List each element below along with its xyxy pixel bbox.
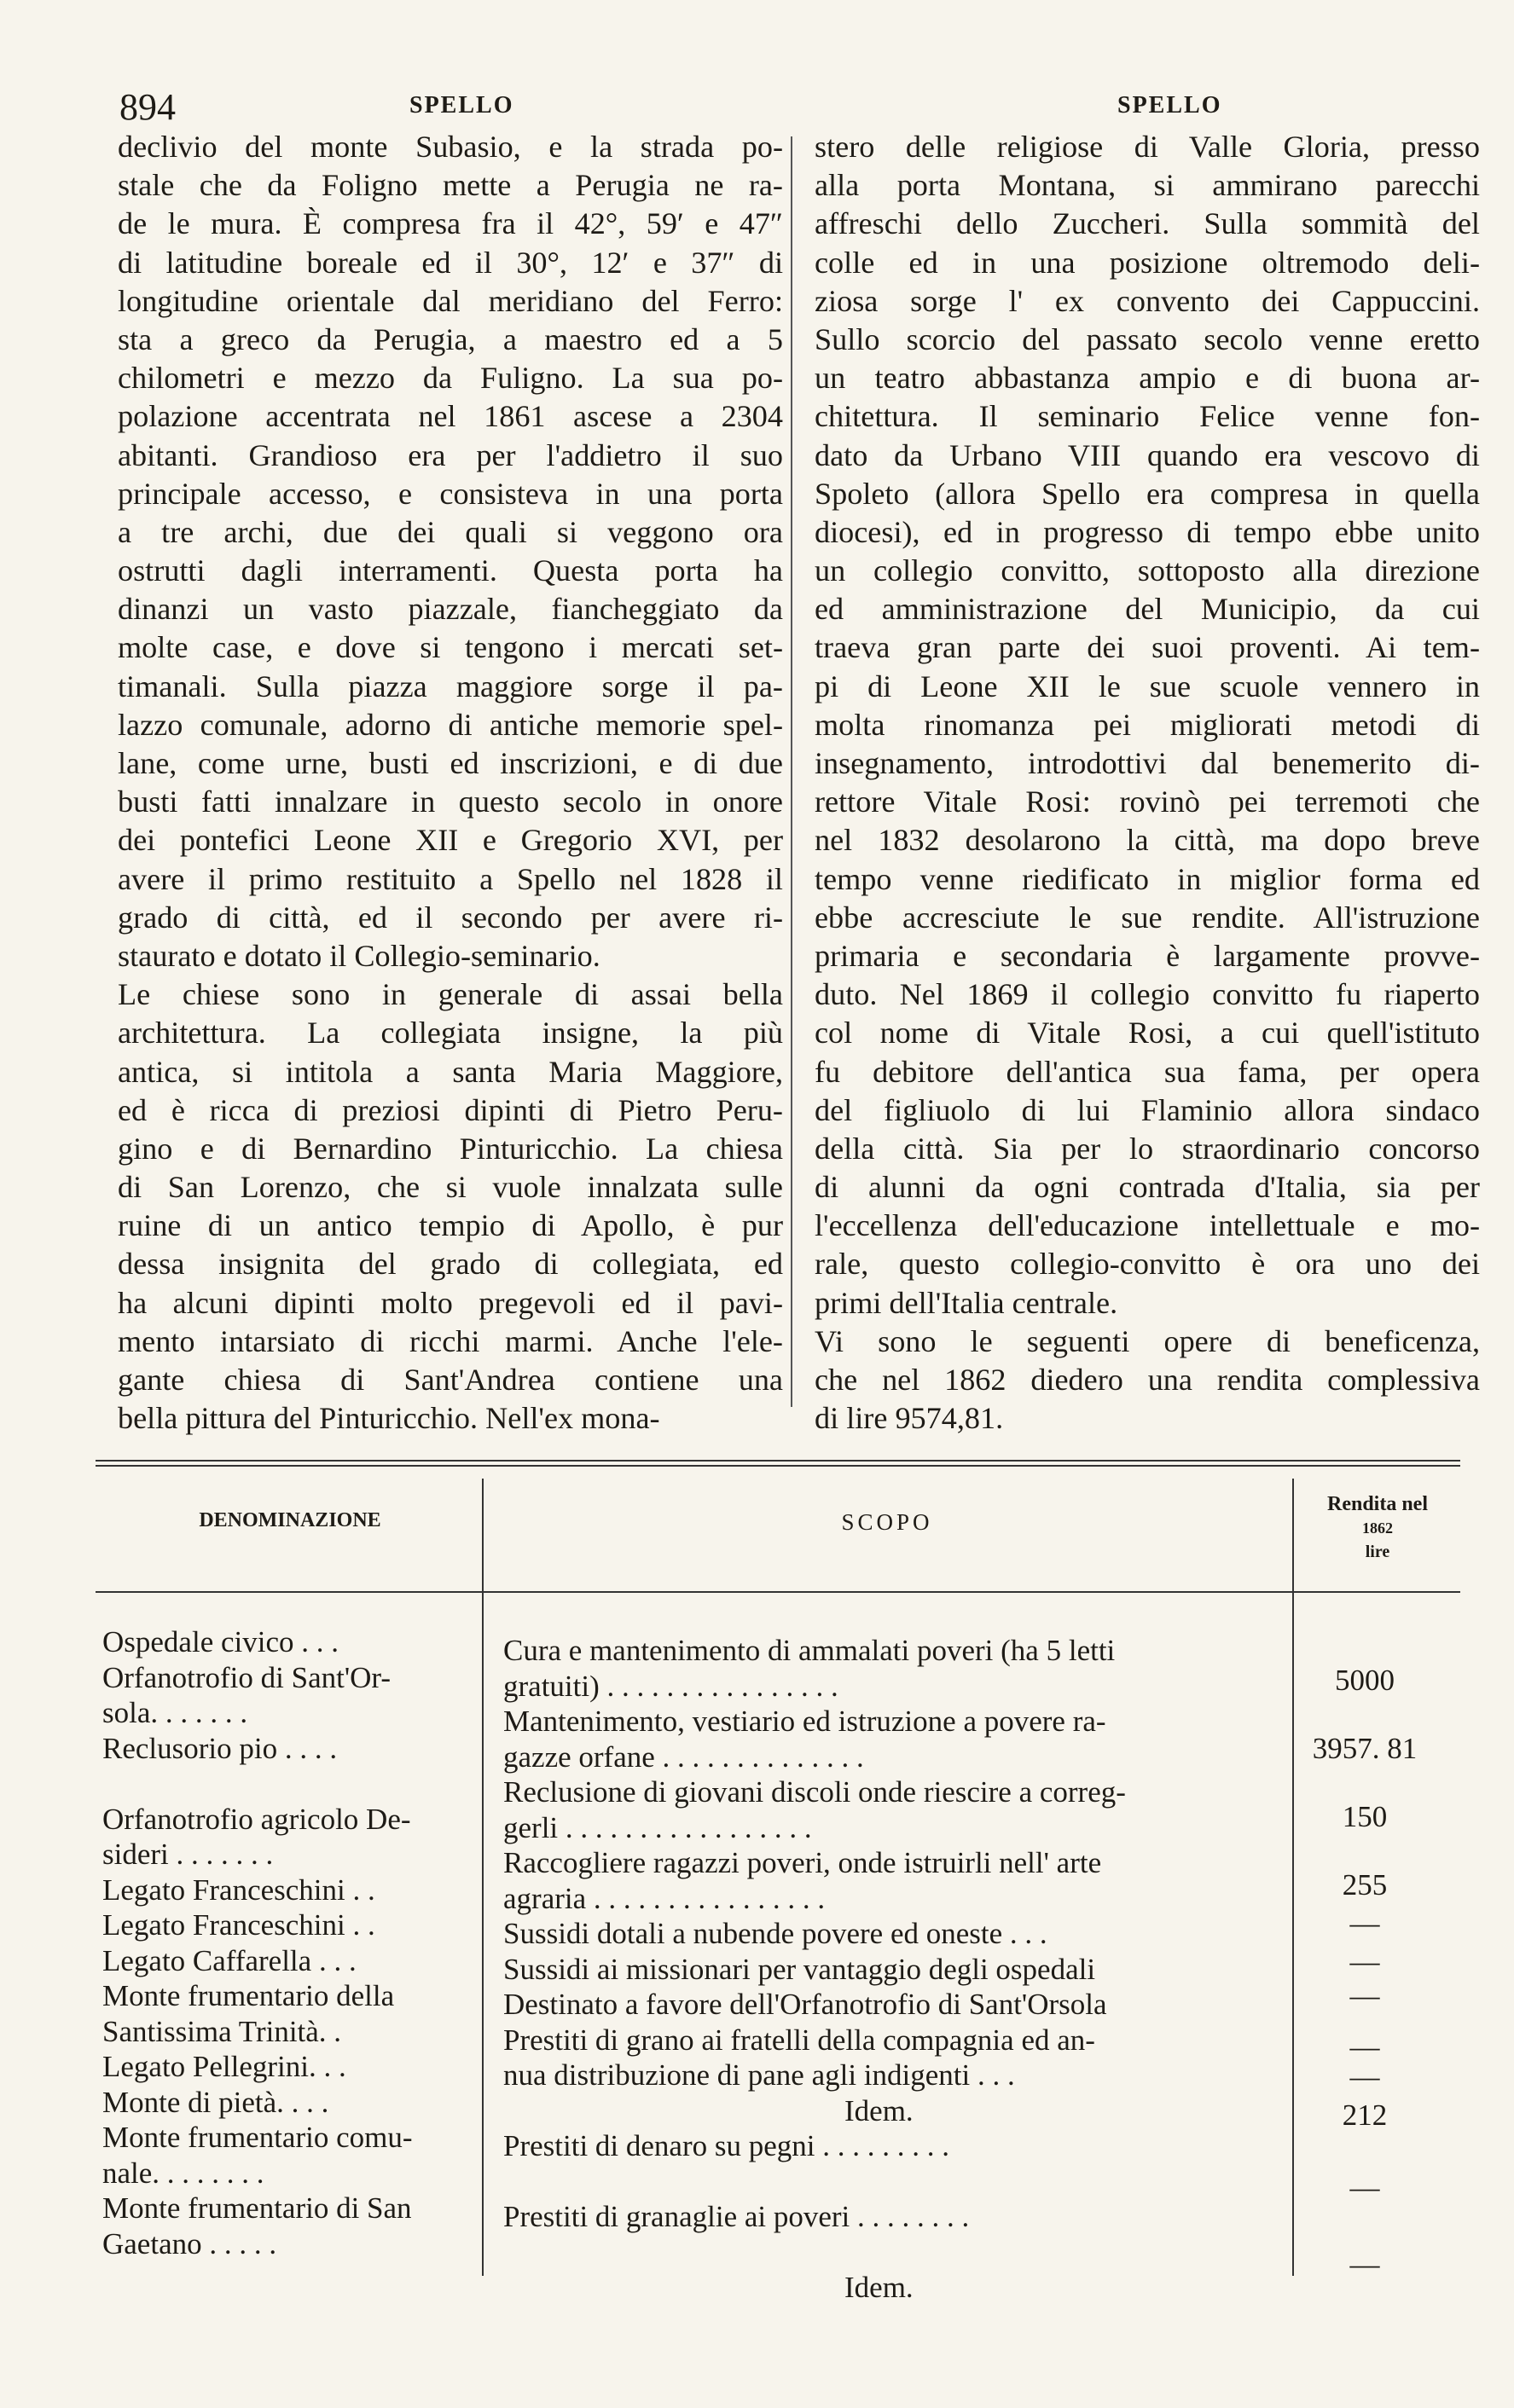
text-line: ostrutti dagli interramenti. Questa porta ha (118, 553, 783, 588)
table-cell: Prestiti di grano ai fratelli della compagnia ed an- (503, 2023, 1095, 2057)
text-line: fu debitore dell'antica sua fama, per opera (815, 1054, 1480, 1089)
table-cell: Legato Franceschini . . (102, 1908, 375, 1942)
text-line: bella pittura del Pinturicchio. Nell'ex mona- (118, 1401, 660, 1436)
table-cell: — (1349, 1907, 1380, 1940)
table-cell: nale. . . . . . . . (102, 2156, 264, 2190)
text-line: longitudine orientale dal meridiano del Ferro: (118, 283, 783, 318)
text-line: staurato e dotato il Collegio-seminario. (118, 938, 600, 973)
text-line: a tre archi, due dei quali si veggono ora (118, 514, 783, 549)
table-cell: Cura e mantenimento di ammalati poveri (ha 5 letti (503, 1634, 1116, 1667)
text-line: ziosa sorge l' ex convento dei Cappuccini. (815, 283, 1480, 318)
table-cell: Legato Caffarella . . . (102, 1943, 357, 1977)
text-line: declivio del monte Subasio, e la strada po- (118, 130, 783, 164)
text-line: ha alcuni dipinti molto pregevoli ed il pavi- (118, 1285, 783, 1320)
table-cell: Santissima Trinità. . (102, 2014, 342, 2048)
text-line: dessa insignita del grado di collegiata, ed (118, 1247, 783, 1282)
table-cell: 3957. 81 (1312, 1732, 1418, 1765)
text-line: alla porta Montana, si ammirano parecchi (815, 168, 1480, 203)
text-line: ed è ricca di preziosi dipinti di Pietro Peru- (118, 1092, 783, 1127)
text-line: lane, come urne, busti ed inscrizioni, e di due (118, 746, 783, 780)
text-line: di San Lorenzo, che si vuole innalzata sulle (118, 1170, 783, 1205)
table-cell: gazze orfane . . . . . . . . . . . . . . (503, 1739, 864, 1774)
text-line: gino e di Bernardino Pinturicchio. La chiesa (118, 1131, 783, 1166)
table-cell: nua distribuzione di pane agli indigenti . . . (503, 2058, 1015, 2092)
table-cell (503, 2164, 1262, 2200)
table-cell: Destinato a favore dell'Orfanotrofio di Sant'Orsola (503, 1988, 1107, 2021)
text-line: affreschi dello Zuccheri. Sulla sommità del (815, 206, 1480, 241)
table-cell: Monte frumentario della (102, 1979, 395, 2012)
table-cell: sideri . . . . . . . (102, 1838, 274, 1871)
table-header-scopo: SCOPO (841, 1509, 933, 1535)
text-line: ruine di un antico tempio di Apollo, è pur (118, 1208, 783, 1243)
table-cell: — (1349, 2171, 1380, 2204)
table-cell: Legato Franceschini . . (102, 1873, 375, 1907)
text-line: del figliuolo di lui Flaminio allora sindaco (815, 1092, 1480, 1127)
table-cell: Reclusione di giovani discoli onde riescire a correg- (503, 1775, 1126, 1809)
table-column-divider-1 (482, 1479, 484, 2276)
text-line: primaria e secondaria è largamente provve- (815, 938, 1480, 973)
table-cell (102, 1766, 461, 1802)
table-column-divider-2 (1292, 1479, 1294, 2276)
text-line: rettore Vitale Rosi: rovinò pei terremoti che (815, 784, 1480, 819)
text-line: primi dell'Italia centrale. (815, 1285, 1118, 1320)
table-cell: Legato Pellegrini. . . (102, 2050, 346, 2083)
text-line: antica, si intitola a santa Maria Maggiore, (118, 1054, 783, 1089)
text-line: principale accesso, e consisteva in una porta (118, 476, 783, 511)
table-cell: — (1349, 2030, 1380, 2064)
text-line: diocesi), ed in progresso di tempo ebbe unito (815, 514, 1480, 549)
text-line: Le chiese sono in generale di assai bella (118, 977, 783, 1012)
text-line: dato da Urbano VIII quando era vescovo di (815, 437, 1480, 472)
table-cell: Idem. (844, 2271, 914, 2304)
running-title-right: SPELLO (1117, 92, 1222, 119)
table-cell: sola. . . . . . . (102, 1696, 248, 1729)
table-cell: Gaetano . . . . . (102, 2226, 277, 2260)
table-cell: Reclusorio pio . . . . (102, 1731, 338, 1765)
text-line: avere il primo restituito a Spello nel 1828 il (118, 861, 783, 896)
text-line: insegnamento, introdottivi dal benemerito di- (815, 746, 1480, 780)
text-line: stale che da Foligno mette a Perugia ne ra- (118, 168, 783, 203)
table-cell: Monte frumentario di San (102, 2191, 412, 2225)
text-line: dinanzi un vasto piazzale, fiancheggiato da (118, 592, 783, 627)
text-line: grado di città, ed il secondo per avere ri- (118, 900, 783, 935)
text-line: busti fatti innalzare in questo secolo in onore (118, 784, 783, 819)
text-line: un collegio convitto, sottoposto alla direzione (815, 553, 1480, 588)
text-line: colle ed in una posizione oltremodo deli- (815, 245, 1480, 280)
text-line: Vi sono le seguenti opere di beneficenza, (815, 1323, 1480, 1358)
table-cell: Monte di pietà. . . . (102, 2085, 329, 2119)
table-cell: Orfanotrofio agricolo De- (102, 1802, 411, 1836)
table-cell: Idem. (844, 2093, 914, 2127)
table-scopo-column (503, 1633, 1262, 2306)
page-number: 894 (119, 86, 176, 128)
text-line: gante chiesa di Sant'Andrea contiene una (118, 1363, 783, 1397)
text-line: stero delle religiose di Valle Gloria, presso (815, 130, 1480, 164)
table-cell: Monte frumentario comu- (102, 2121, 413, 2154)
text-line: di alunni da ogni contrada d'Italia, sia per (815, 1170, 1480, 1205)
table-rendita-column (1296, 1663, 1433, 2345)
text-line: un teatro abbastanza ampio e di buona ar- (815, 361, 1480, 396)
table-cell: gratuiti) . . . . . . . . . . . . . . . . (503, 1669, 838, 1703)
column-divider (791, 136, 792, 1407)
text-line: tempo venne riedificato in miglior forma ed (815, 861, 1480, 896)
text-line: abitanti. Grandioso era per l'addietro il suo (118, 437, 783, 472)
text-line: sta a greco da Perugia, a maestro ed a 5 (118, 321, 783, 356)
text-line: col nome di Vitale Rosi, a cui quell'istituto (815, 1016, 1480, 1051)
text-line: timanali. Sulla piazza maggiore sorge il pa- (118, 669, 783, 703)
table-header-rendita (1296, 1492, 1459, 1564)
rendita-header-line-1: Rendita nel (1326, 1493, 1428, 1515)
table-cell: Sussidi dotali a nubende povere ed oneste . . . (503, 1917, 1047, 1950)
text-line: Sullo scorcio del passato secolo venne eretto (815, 321, 1480, 356)
text-line: l'eccellenza dell'educazione intellettuale e mo- (815, 1208, 1480, 1243)
text-line: che nel 1862 diedero una rendita complessiva (815, 1363, 1480, 1397)
running-title-left: SPELLO (409, 92, 514, 119)
text-column-right (815, 128, 1480, 1438)
table-cell: 212 (1342, 2098, 1388, 2132)
table-cell: gerli . . . . . . . . . . . . . . . . . (503, 1810, 812, 1844)
table-header-denominazione: DENOMINAZIONE (199, 1509, 381, 1531)
text-line: molte case, e dove si tengono i mercati set- (118, 630, 783, 665)
text-line: della città. Sia per lo straordinario concorso (815, 1131, 1480, 1166)
table-cell: — (1349, 1979, 1380, 2012)
text-column-left (118, 128, 783, 1438)
table-cell: Prestiti di denaro su pegni . . . . . . . . . (503, 2129, 950, 2162)
table-cell: 255 (1342, 1868, 1388, 1902)
rendita-header-line-3: lire (1365, 1543, 1390, 1561)
table-cell: — (1349, 2060, 1380, 2093)
table-header-rule (96, 1591, 1460, 1593)
text-line: polazione accentrata nel 1861 ascese a 2304 (118, 399, 783, 434)
table-cell: Prestiti di granaglie ai poveri . . . . . . . . (503, 2200, 970, 2233)
text-line: pi di Leone XII le sue scuole vennero in (815, 669, 1480, 703)
table-top-rule-double (96, 1465, 1460, 1467)
text-line: rale, questo collegio-convitto è ora uno dei (815, 1247, 1480, 1282)
table-cell: 150 (1342, 1800, 1388, 1833)
table-cell: agraria . . . . . . . . . . . . . . . . (503, 1881, 826, 1915)
table-denominazione-column (102, 1624, 461, 2261)
text-line: traeva gran parte dei suoi proventi. Ai tem- (815, 630, 1480, 665)
text-line: molta rinomanza pei migliorati metodi di (815, 707, 1480, 742)
text-line: chitettura. Il seminario Felice venne fon- (815, 399, 1480, 434)
table-top-rule (96, 1460, 1460, 1462)
table-cell: Raccogliere ragazzi poveri, onde istruirli nell' arte (503, 1846, 1102, 1879)
rendita-header-line-2: 1862 (1362, 1519, 1393, 1537)
text-line: dei pontefici Leone XII e Gregorio XVI, per (118, 823, 783, 858)
table-cell: Ospedale civico . . . (102, 1625, 339, 1658)
text-line: lazzo comunale, adorno di antiche memorie spel- (118, 707, 783, 742)
table-cell (503, 2235, 1262, 2271)
table-cell: Mantenimento, vestiario ed istruzione a povere ra- (503, 1705, 1106, 1738)
text-line: duto. Nel 1869 il collegio convitto fu riaperto (815, 977, 1480, 1012)
text-line: ebbe accresciute le sue rendite. All'istruzione (815, 900, 1480, 935)
text-line: Spoleto (allora Spello era compresa in quella (815, 476, 1480, 511)
text-line: chilometri e mezzo da Fuligno. La sua po- (118, 361, 783, 396)
text-line: di latitudine boreale ed il 30°, 12′ e 37″ di (118, 245, 783, 280)
table-cell: 5000 (1335, 1664, 1395, 1697)
table-cell: — (1349, 1945, 1380, 1978)
text-line: ed amministrazione del Municipio, da cui (815, 592, 1480, 627)
text-line: mento intarsiato di ricchi marmi. Anche l'ele- (118, 1323, 783, 1358)
table-cell: Sussidi ai missionari per vantaggio degli ospedali (503, 1952, 1096, 1986)
text-line: de le mura. È compresa fra il 42°, 59′ e 47″ (118, 206, 783, 241)
text-line: di lire 9574,81. (815, 1401, 1004, 1436)
table-cell: — (1349, 2248, 1380, 2281)
table-cell: Orfanotrofio di Sant'Or- (102, 1660, 392, 1694)
text-line: architettura. La collegiata insigne, la più (118, 1016, 783, 1051)
text-line: nel 1832 desolarono la città, ma dopo breve (815, 823, 1480, 858)
